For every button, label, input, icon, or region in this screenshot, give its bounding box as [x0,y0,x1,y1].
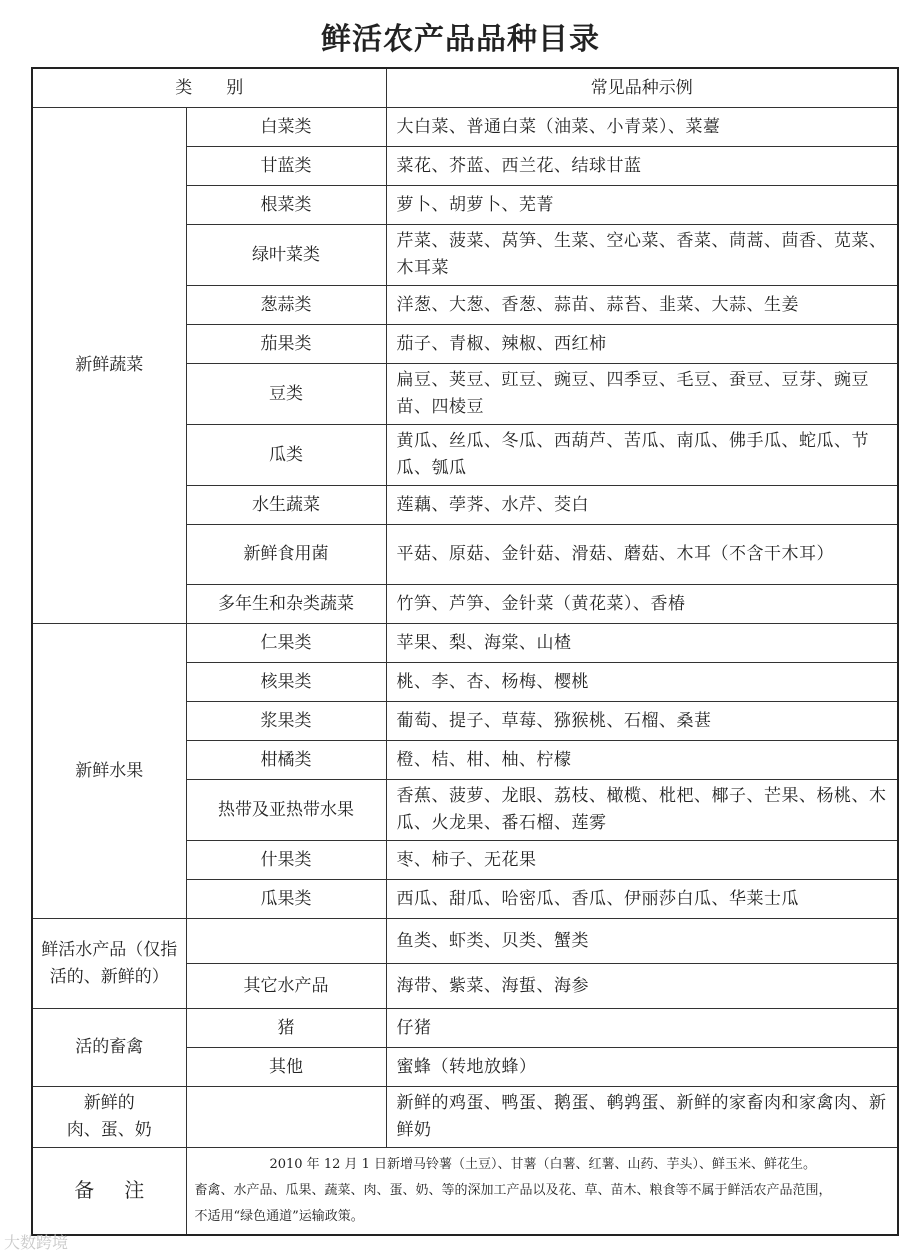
examples-cell: 大白菜、普通白菜（油菜、小青菜）、菜薹 [386,108,898,147]
subcategory-cell: 绿叶菜类 [186,225,386,286]
examples-cell: 鱼类、虾类、贝类、蟹类 [386,919,898,964]
remarks-line-2: 畜禽、水产品、瓜果、蔬菜、肉、蛋、奶、等的深加工产品以及花、草、苗木、粮食等不属于鲜活农产品范围， [194,1183,832,1198]
subcategory-cell: 仁果类 [186,624,386,663]
examples-cell: 菜花、芥蓝、西兰花、结球甘蓝 [386,147,898,186]
subcategory-cell: 豆类 [186,364,386,425]
remarks-text [186,1148,898,1236]
subcategory-cell [186,919,386,964]
examples-cell: 扁豆、荚豆、豇豆、豌豆、四季豆、毛豆、蚕豆、豆芽、豌豆苗、四棱豆 [386,364,898,425]
subcategory-cell: 热带及亚热带水果 [186,780,386,841]
examples-cell: 莲藕、荸荠、水芹、茭白 [386,486,898,525]
table-row [32,1009,898,1048]
subcategory-cell: 猪 [186,1009,386,1048]
subcategory-cell: 其它水产品 [186,964,386,1009]
examples-cell: 桃、李、杏、杨梅、樱桃 [386,663,898,702]
header-examples: 常见品种示例 [386,68,898,108]
subcategory-cell: 其他 [186,1048,386,1087]
examples-cell: 蜜蜂（转地放蜂） [386,1048,898,1087]
subcategory-cell: 浆果类 [186,702,386,741]
header-category: 类别 [32,68,386,108]
subcategory-cell: 什果类 [186,841,386,880]
subcategory-cell [186,1087,386,1148]
examples-cell: 黄瓜、丝瓜、冬瓜、西葫芦、苦瓜、南瓜、佛手瓜、蛇瓜、节瓜、瓠瓜 [386,425,898,486]
subcategory-cell: 白菜类 [186,108,386,147]
subcategory-cell: 甘蓝类 [186,147,386,186]
examples-cell: 橙、桔、柑、柚、柠檬 [386,741,898,780]
subcategory-cell: 茄果类 [186,325,386,364]
examples-cell: 平菇、原菇、金针菇、滑菇、蘑菇、木耳（不含干木耳） [386,525,898,585]
examples-cell: 葡萄、提子、草莓、猕猴桃、石榴、桑葚 [386,702,898,741]
category-fruits: 新鲜水果 [32,624,186,919]
examples-cell: 茄子、青椒、辣椒、西红柿 [386,325,898,364]
examples-cell: 新鲜的鸡蛋、鸭蛋、鹅蛋、鹌鹑蛋、新鲜的家畜肉和家禽肉、新鲜奶 [386,1087,898,1148]
table-row [32,108,898,147]
category-meat-line1: 新鲜的 [83,1093,135,1113]
examples-cell: 洋葱、大葱、香葱、蒜苗、蒜苔、韭菜、大蒜、生姜 [386,286,898,325]
examples-cell: 萝卜、胡萝卜、芜菁 [386,186,898,225]
remarks-line-1: 2010 年 12 月 1 日新增马铃薯（土豆）、甘薯（白薯、红薯、山药、芋头）、鲜玉米、鲜花生。 [269,1157,817,1172]
subcategory-cell: 根菜类 [186,186,386,225]
subcategory-cell: 水生蔬菜 [186,486,386,525]
remarks-label: 备注 [32,1148,186,1236]
category-aquatic: 鲜活水产品（仅指活的、新鲜的） [32,919,186,1009]
subcategory-cell: 瓜类 [186,425,386,486]
subcategory-cell: 新鲜食用菌 [186,525,386,585]
remarks-row [32,1148,898,1236]
examples-cell: 枣、柿子、无花果 [386,841,898,880]
examples-cell: 芹菜、菠菜、莴笋、生菜、空心菜、香菜、茼蒿、茴香、苋菜、木耳菜 [386,225,898,286]
examples-cell: 竹笋、芦笋、金针菜（黄花菜）、香椿 [386,585,898,624]
examples-cell: 海带、紫菜、海蜇、海参 [386,964,898,1009]
subcategory-cell: 柑橘类 [186,741,386,780]
category-meat-egg-milk [32,1087,186,1148]
category-meat-line2: 肉、蛋、奶 [66,1120,152,1140]
category-vegetables: 新鲜蔬菜 [32,108,186,624]
watermark-text: 大数跨境 [4,1233,69,1252]
table-row [32,919,898,964]
table-row [32,624,898,663]
subcategory-cell: 瓜果类 [186,880,386,919]
examples-cell: 仔猪 [386,1009,898,1048]
subcategory-cell: 葱蒜类 [186,286,386,325]
catalog-table [31,67,899,1236]
examples-cell: 香蕉、菠萝、龙眼、荔枝、橄榄、枇杷、椰子、芒果、杨桃、木瓜、火龙果、番石榴、莲雾 [386,780,898,841]
examples-cell: 苹果、梨、海棠、山楂 [386,624,898,663]
subcategory-cell: 多年生和杂类蔬菜 [186,585,386,624]
remarks-line-3: 不适用“绿色通道”运输政策。 [194,1209,364,1224]
page-title: 鲜活农产品品种目录 [321,22,600,57]
examples-cell: 西瓜、甜瓜、哈密瓜、香瓜、伊丽莎白瓜、华莱士瓜 [386,880,898,919]
table-row [32,1087,898,1148]
table-header-row [32,68,898,108]
category-livestock: 活的畜禽 [32,1009,186,1087]
subcategory-cell: 核果类 [186,663,386,702]
